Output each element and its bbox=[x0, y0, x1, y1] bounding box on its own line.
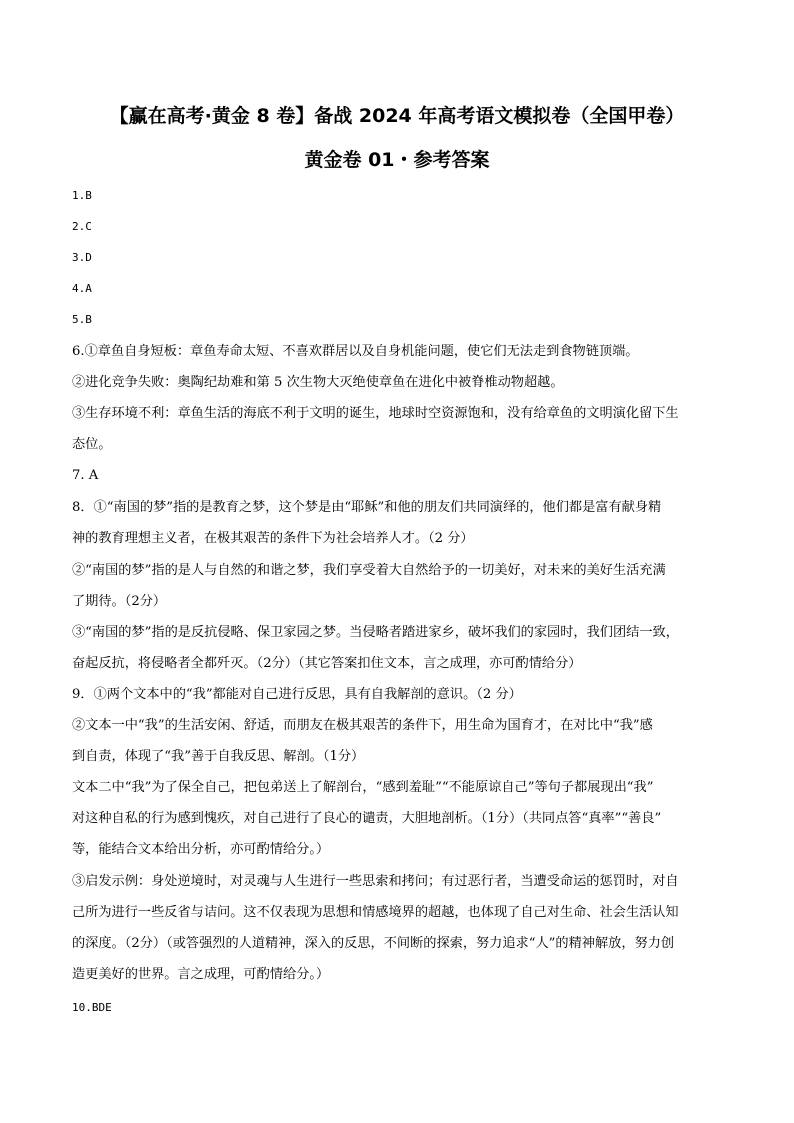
answer-5: 5.B bbox=[72, 313, 92, 326]
answer-9-line: ③启发示例：身处逆境时，对灵魂与人生进行一些思索和拷问；有过恶行者，当遭受命运的惩罚时，对自 bbox=[72, 874, 679, 889]
answer-6-line: ③生存环境不利：章鱼生活的海底不利于文明的诞生，地球时空资源饱和，没有给章鱼的文明演化留下生 bbox=[72, 406, 679, 421]
answer-6-line: 6.①章鱼自身短板：章鱼寿命太短、不喜欢群居以及自身机能问题，使它们无法走到食物链顶端。 bbox=[72, 344, 639, 359]
answer-9-line: ②文本一中“我”的生活安闲、舒适，而朋友在极其艰苦的条件下，用生命为国育才，在对比中“我”感 bbox=[72, 718, 653, 733]
answer-10: 10.BDE bbox=[72, 1001, 112, 1014]
answer-8-line: ②“南国的梦”指的是人与自然的和谐之梦，我们享受着大自然给予的一切美好，对未来的美好生活充满 bbox=[72, 563, 666, 578]
answer-1: 1.B bbox=[72, 189, 92, 202]
answer-8-line: 8．①“南国的梦”指的是教育之梦，这个梦是由“耶稣”和他的朋友们共同演绎的，他们都是富有献身精 bbox=[72, 500, 662, 515]
answer-9-line: 的深度。（2分）（或答强烈的人道精神，深入的反思，不间断的探索，努力追求“人”的精神解放，努力创 bbox=[72, 936, 675, 951]
answer-6-line: 态位。 bbox=[72, 437, 112, 452]
answer-8-line: 了期待。（2分） bbox=[72, 594, 167, 609]
answer-8-line: ③“南国的梦”指的是反抗侵略、保卫家园之梦。当侵略者踏进家乡，破坏我们的家园时，我们团结一致， bbox=[72, 625, 679, 640]
answer-9-line: 造更美好的世界。言之成理，可酌情给分。） bbox=[72, 967, 330, 982]
answer-3: 3.D bbox=[72, 251, 92, 264]
page-subtitle: 黄金卷 01・参考答案 bbox=[304, 149, 490, 171]
answer-9-line: 文本二中“我”为了保全自己，把包弟送上了解剖台，“感到羞耻”“不能原谅自己”等句子都展现出“我” bbox=[72, 780, 654, 795]
answer-2: 2.C bbox=[72, 220, 92, 233]
answer-9-line: 己所为进行一些反省与诘问。这不仅表现为思想和情感境界的超越，也体现了自己对生命、社会生活认知 bbox=[72, 905, 679, 920]
page-title: 【赢在高考·黄金 8 卷】备战 2024 年高考语文模拟卷（全国甲卷） bbox=[109, 105, 685, 127]
answer-8-line: 奋起反抗，将侵略者全都歼灭。（2分）（其它答案扣住文本，言之成理，亦可酌情给分） bbox=[72, 656, 582, 671]
answer-6-line: ②进化竞争失败：奥陶纪劫难和第 5 次生物大灭绝使章鱼在进化中被脊椎动物超越。 bbox=[72, 375, 564, 390]
answer-4: 4.A bbox=[72, 282, 92, 295]
answer-9-line: 等，能结合文本给出分析，亦可酌情给分。） bbox=[72, 842, 330, 857]
answer-8-line: 神的教育理想主义者，在极其艰苦的条件下为社会培养人才。（2 分） bbox=[72, 531, 474, 546]
answer-9-line: 到自责，体现了“我”善于自我反思、解剖。（1分） bbox=[72, 749, 365, 764]
answer-9-line: 9．①两个文本中的“我”都能对自己进行反思，具有自我解剖的意识。（2 分） bbox=[72, 687, 522, 702]
answer-7: 7. A bbox=[72, 468, 99, 483]
answer-9-line: 对这种自私的行为感到愧疚，对自己进行了良心的谴责，大胆地剖析。（1分）（共同点答“真率”“善良” bbox=[72, 811, 662, 826]
